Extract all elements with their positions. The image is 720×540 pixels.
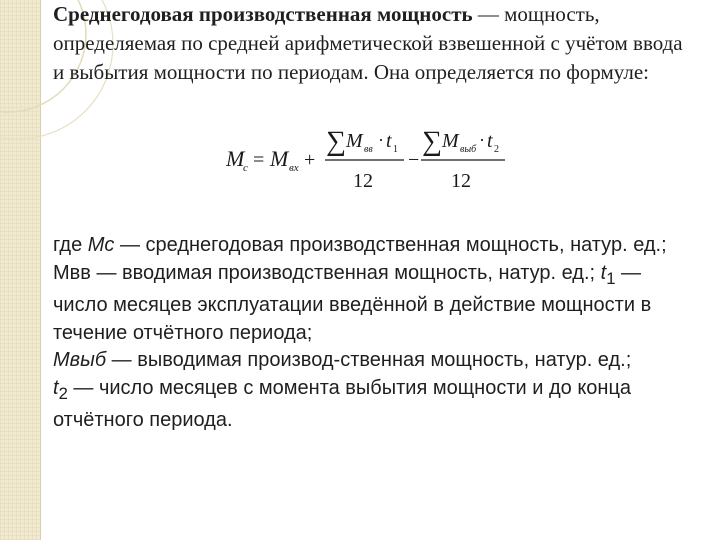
formula-dot-1: · bbox=[378, 130, 384, 150]
desc-mvyb-text: — выводимая производ-ственная мощность, натур. ед.; bbox=[106, 349, 632, 371]
desc-prefix: где bbox=[53, 234, 88, 256]
desc-t2-text: — число месяцев с момента выбытия мощности и до конца отчётного периода. bbox=[53, 376, 632, 431]
formula-mvv-sub: вв bbox=[364, 144, 373, 155]
desc-mc-text: — среднегодовая производственная мощность, натур. ед.; bbox=[114, 234, 667, 256]
var-mvyb: Мвыб bbox=[53, 349, 107, 371]
formula-mvh: M bbox=[270, 146, 289, 171]
var-t2-sub: 2 bbox=[58, 383, 68, 403]
var-t1: t bbox=[600, 261, 607, 284]
desc-line-t2 bbox=[53, 375, 693, 435]
formula-mvh-sub: вх bbox=[289, 162, 299, 174]
formula-sum-1: ∑ bbox=[326, 126, 346, 157]
definition-rest: — мощность, определяемая по средней арифметической взвешенной с учётом ввода и выбытия мощности по периодам. Она определяется по формуле: bbox=[53, 2, 683, 84]
formula-minus: − bbox=[408, 149, 420, 171]
definition-text bbox=[53, 0, 693, 87]
desc-mvv-text: — вводимая производственная мощность, натур. ед.; bbox=[90, 261, 601, 284]
desc-line-mc bbox=[53, 232, 693, 260]
var-mc: Мс bbox=[87, 234, 115, 256]
formula-denominator-1: 12 bbox=[353, 170, 373, 192]
average-capacity-formula bbox=[226, 120, 516, 195]
formula-dot-2: · bbox=[479, 130, 485, 150]
intro-paragraph bbox=[53, 0, 693, 87]
var-mvv: Мвв bbox=[53, 261, 91, 284]
formula-t1-sub: 1 bbox=[393, 144, 398, 155]
formula-equals: = bbox=[253, 149, 265, 171]
formula-lhs-m: M bbox=[226, 146, 245, 171]
desc-line-mvv bbox=[53, 260, 693, 348]
formula-t2: t bbox=[487, 130, 493, 152]
formula-denominator-2: 12 bbox=[451, 170, 471, 192]
desc-t1-text: — число месяцев эксплуатации введённой в действие мощности в течение отчётного периода; bbox=[53, 261, 652, 344]
formula-lhs-sub: с bbox=[243, 162, 248, 174]
var-t2: t bbox=[53, 376, 59, 399]
formula-mvyb: M bbox=[442, 130, 459, 152]
formula-sum-2: ∑ bbox=[422, 126, 442, 157]
formula-mvv: M bbox=[346, 130, 363, 152]
formula-plus: + bbox=[304, 149, 316, 171]
formula-t2-sub: 2 bbox=[494, 144, 499, 155]
variable-descriptions bbox=[53, 232, 693, 435]
desc-line-mvyb bbox=[53, 347, 693, 375]
var-t1-sub: 1 bbox=[606, 268, 616, 288]
formula-mvyb-sub: выб bbox=[460, 144, 477, 155]
term-bold: Среднегодовая производственная мощность bbox=[53, 2, 473, 26]
formula-t1: t bbox=[386, 130, 392, 152]
